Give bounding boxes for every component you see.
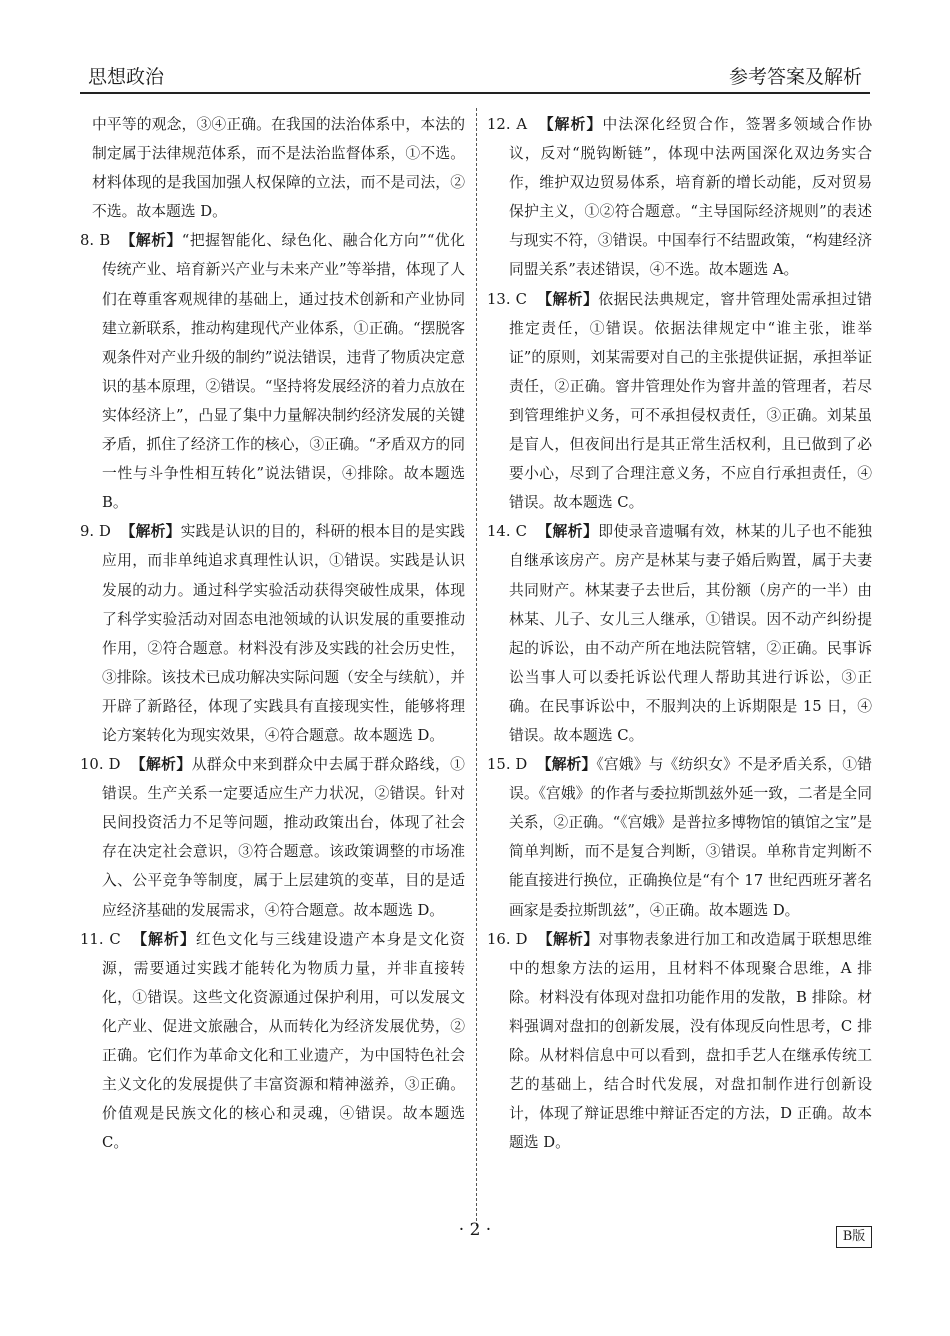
analysis-label: 【解析】 <box>537 930 599 948</box>
analysis-label: 【解析】 <box>132 930 196 948</box>
edition-badge: B版 <box>836 1226 872 1248</box>
left-column <box>80 110 465 1157</box>
answer-item-12 <box>487 110 872 285</box>
answer-number: 9. D <box>80 523 111 541</box>
answer-text: “把握智能化、绿色化、融合化方向”“优化传统产业、培育新兴产业与未来产业”等举措，体现了人们在尊重客观规律的基础上，通过技术创新和产业协同建立新联系，推动构建现代产业体系，①正确。“摆脱客观条件对产业升级的制约”说法错误，违背了物质决定意识的基本原理，②错误。“坚持将发展经济的着力点放在实体经济上”，凸显了集中力量解决制约经济发展的关键矛盾，抓住了经济工作的核心，③正确。“矛盾双方的同一性与斗争性相互转化”说法错误，④排除。故本题选 B。 <box>102 232 465 512</box>
analysis-label: 【解析】 <box>536 756 597 774</box>
answer-number: 10. D <box>80 756 121 774</box>
subject-title: 思想政治 <box>88 66 165 88</box>
answer-number: 8. B <box>80 232 111 250</box>
column-divider <box>476 108 477 1226</box>
answer-text: 即使录音遗嘱有效，林某的儿子也不能独自继承该房产。房产是林某与妻子婚后购置，属于夫妻共同财产。林某妻子去世后，其份额（房产的一半）由林某、儿子、女儿三人继承，①错误。因不动产纠纷提起的诉讼，由不动产所在地法院管辖，②正确。民事诉讼当事人可以委托诉讼代理人帮助其进行诉讼，③正确。在民事诉讼中，不服判决的上诉期限是 15 日，④错误。故本题选 C。 <box>509 523 872 744</box>
header-rule <box>80 92 870 94</box>
answer-number: 14. C <box>487 523 527 541</box>
answer-text: 对事物表象进行加工和改造属于联想思维中的想象方法的运用，且材料不体现聚合思维，A 排除。材料没有体现对盘扣功能作用的发散，B 排除。材料强调对盘扣的创新发展，没有体现反向性思考，C 排除。从材料信息中可以看到，盘扣手艺人在继承传统工艺的基础上，结合时代发展，对盘扣制作进行创新设计，体现了辩证思维中辩证否定的方法，D 正确。故本题选 D。 <box>509 930 872 1152</box>
answer-text: 依据民法典规定，窨井管理处需承担过错推定责任，①错误。依据法律规定中“谁主张，谁举证”的原则，刘某需要对自己的主张提供证据，承担举证责任，②正确。窨井管理处作为窨井盖的管理者，若尽到管理维护义务，可不承担侵权责任，③正确。刘某虽是盲人，但夜间出行是其正常生活权利，且已做到了必要小心，尽到了合理注意义务，不应自行承担责任，④错误。故本题选 C。 <box>509 290 872 512</box>
analysis-label: 【解析】 <box>537 523 599 541</box>
answer-item-11 <box>80 925 465 1158</box>
answer-number: 15. D <box>487 756 528 774</box>
analysis-label: 【解析】 <box>537 290 599 308</box>
answer-item-14 <box>487 517 872 750</box>
answer-text: 中法深化经贸合作，签署多领域合作协议，反对“脱钩断链”，体现中法两国深化双边务实合作，维护双边贸易体系，培育新的增长动能，反对贸易保护主义，①②符合题意。“主导国际经济规则”的表述与现实不符，③错误。中国奉行不结盟政策，“构建经济同盟关系”表述错误，④不选。故本题选 A。 <box>509 116 872 279</box>
analysis-label: 【解析】 <box>120 232 182 250</box>
answer-item-10 <box>80 750 465 925</box>
answer-number: 11. C <box>80 930 121 948</box>
answer-text: 从群众中来到群众中去属于群众路线，①错误。生产关系一定要适应生产力状况，②错误。针对民间投资活力不足等问题，推动政策出台，体现了社会存在决定社会意识，③符合题意。该政策调整的市场准入、公平竞争等制度，属于上层建筑的变革，目的是适应经济基础的发展需求，④符合题意。故本题选 D。 <box>102 756 465 919</box>
answer-text: 实践是认识的目的，科研的根本目的是实践应用，而非单纯追求真理性认识，①错误。实践是认识发展的动力。通过科学实验活动获得突破性成果，体现了科学实验活动对固态电池领域的认识发展的重要推动作用，②符合题意。材料没有涉及实践的社会历史性，③排除。该技术已成功解决实际问题（安全与续航），并开辟了新路径，体现了实践具有直接现实性，能够将理论方案转化为现实效果，④符合题意。故本题选 D。 <box>102 523 465 744</box>
answer-item-9 <box>80 517 465 750</box>
answer-number: 12. A <box>487 116 528 133</box>
answer-number: 13. C <box>487 290 527 308</box>
continued-answer: 中平等的观念，③④正确。在我国的法治体系中，本法的制定属于法律规范体系，而不是法治监督体系，①不选。材料体现的是我国加强人权保障的立法，而不是司法，②不选。故本题选 D。 <box>92 116 465 221</box>
analysis-label: 【解析】 <box>538 116 603 133</box>
analysis-label: 【解析】 <box>120 523 181 541</box>
answer-item-16 <box>487 925 872 1158</box>
page-header <box>80 58 870 94</box>
right-column <box>487 110 872 1157</box>
answer-item-8 <box>80 226 465 517</box>
answer-item-15 <box>487 750 872 925</box>
answer-item-13 <box>487 285 872 518</box>
answer-text: 《宫娥》与《纺织女》不是矛盾关系，①错误。《宫娥》的作者与委拉斯凯兹外延一致，二者是全同关系，②正确。“《宫娥》是普拉多博物馆的镇馆之宝”是简单判断，而不是复合判断，③错误。单称肯定判断不能直接进行换位，正确换位是“有个 17 世纪西班牙著名画家是委拉斯凯兹”，④正确。故本题选 D。 <box>509 756 872 919</box>
section-title: 参考答案及解析 <box>728 66 862 88</box>
analysis-label: 【解析】 <box>130 756 192 774</box>
page-number: · 2 · <box>458 1220 492 1240</box>
answer-number: 16. D <box>487 930 528 948</box>
answer-text: 红色文化与三线建设遗产本身是文化资源，需要通过实践才能转化为物质力量，并非直接转化，①错误。这些文化资源通过保护利用，可以发展文化产业、促进文旅融合，从而转化为经济发展优势，②正确。它们作为革命文化和工业遗产，为中国特色社会主义文化的发展提供了丰富资源和精神滋养，③正确。价值观是民族文化的核心和灵魂，④错误。故本题选 C。 <box>102 930 465 1152</box>
